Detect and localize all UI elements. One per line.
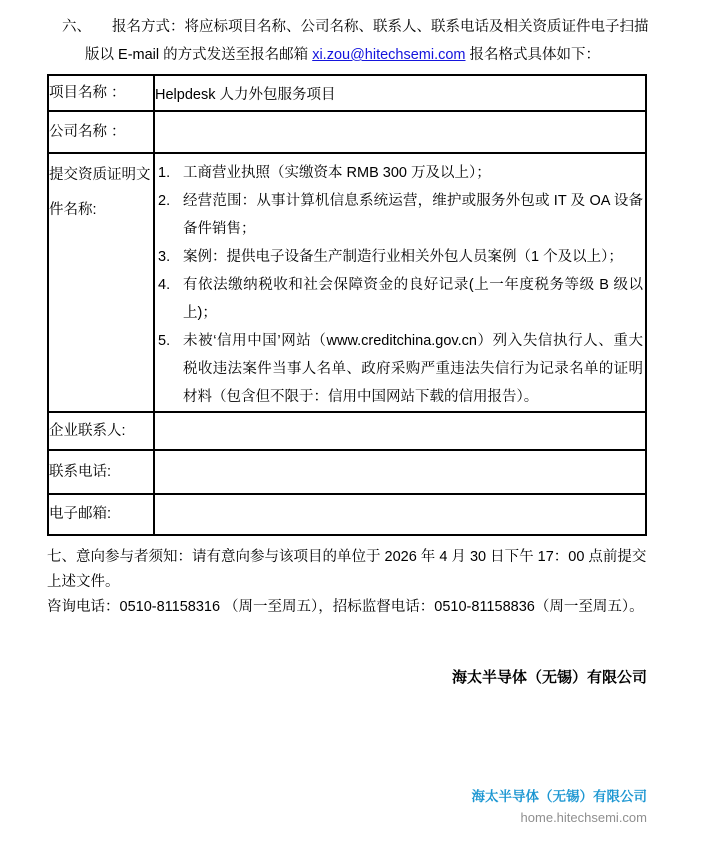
document-page (47, 0, 647, 687)
qualification-item-2: 经营范围：从事计算机信息系统运营，维护或服务外包或 IT 及 OA 设备备件销售； (183, 193, 643, 237)
qualification-item-3: 案例：提供电子设备生产制造行业相关外包人员案例（1 个及以上）； (183, 249, 623, 265)
row-value-contact-phone (154, 450, 646, 494)
table-row-project-name (48, 75, 646, 111)
section-7-paragraph (47, 545, 647, 620)
section-6-number: 六、 (62, 19, 91, 35)
section-7-line-1: 七、意向参与者须知：请有意向参与该项目的单位于 2026 年 4 月 30 日下午 17：00 点前提交 (47, 549, 647, 565)
row-label-company-name: 公司名称 ： (48, 111, 154, 153)
row-value-contact-person (154, 412, 646, 450)
consult-phone-line: 咨询电话：0510-81158316 （周一至周五），招标监督电话：0510-81158836（周一至周五）。 (47, 599, 644, 615)
footer-company-name: 海太半导体（无锡）有限公司 (471, 789, 647, 804)
section-6-paragraph (47, 13, 647, 69)
registration-table (47, 74, 647, 536)
section-6-line-2-suffix: 报名格式具体如下： (469, 47, 601, 63)
footer-website-link[interactable]: home.hitechsemi.com (520, 810, 647, 825)
table-row-qualification-documents (48, 153, 646, 412)
section-6-line-2-prefix: 版以 E-mail 的方式发送至报名邮箱 (85, 47, 309, 63)
table-row-company-name (48, 111, 646, 153)
section-6-line-1-text: 报名方式：将应标项目名称、公司名称、联系人、联系电话及相关资质证件电子扫描 (112, 19, 649, 35)
company-signature: 海太半导体（无锡）有限公司 (451, 669, 647, 686)
qualification-item-5: 未被‘信用中国’网站（www.creditchina.gov.cn）列入失信执行人、重大税收违法案件当事人名单、政府采购严重违法失信行为记录名单的证明材料（包含但不限于：信用中国网站下载的信用报告）。 (183, 333, 643, 405)
row-label-project-name: 项目名称 ： (48, 75, 154, 111)
qualification-list (155, 154, 645, 411)
qualification-item-1: 工商营业执照（实缴资本 RMB 300 万及以上）； (183, 165, 491, 181)
qualification-item-4: 有依法缴纳税收和社会保障资金的良好记录(上一年度税务等级 B 级以上)； (183, 277, 643, 321)
row-value-company-name (154, 111, 646, 153)
row-value-qualification-documents (154, 153, 646, 412)
table-row-contact-phone (48, 450, 646, 494)
table-row-contact-person (48, 412, 646, 450)
section-7-line-2: 上述文件。 (47, 574, 120, 590)
registration-email-link[interactable]: xi.zou@hitechsemi.com (312, 47, 466, 63)
row-label-email: 电子邮箱: (48, 494, 154, 535)
section-6-line-2 (47, 41, 647, 69)
row-value-project-name: Helpdesk 人力外包服务项目 (154, 75, 646, 111)
row-value-email (154, 494, 646, 535)
page-footer (472, 788, 648, 825)
row-label-contact-person: 企业联系人: (48, 412, 154, 450)
table-row-email (48, 494, 646, 535)
row-label-contact-phone: 联系电话: (48, 450, 154, 494)
row-label-qualification-documents: 提交资质证明文件名称: (48, 153, 154, 412)
section-6-line-1 (47, 13, 647, 41)
